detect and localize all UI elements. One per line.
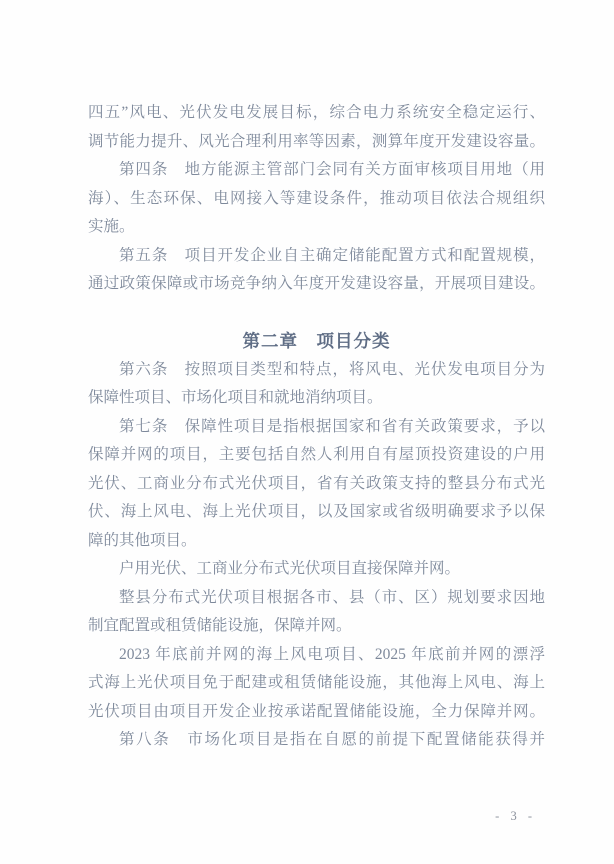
body-line-article-5: 第五条 项目开发企业自主确定储能配置方式和配置规模， — [119, 246, 545, 264]
body-line: 海）、生态环保、电网接入等建设条件，推动项目依法合规组织 — [88, 189, 545, 207]
body-line: 障的其他项目。 — [88, 531, 197, 549]
body-line-article-6: 第六条 按照项目类型和特点，将风电、光伏发电项目分为 — [119, 360, 545, 378]
body-line: 通过政策保障或市场竞争纳入年度开发建设容量，开展项目建设。 — [88, 275, 545, 292]
body-line: 光伏项目由项目开发企业按承诺配置储能设施，全力保障并网。 — [88, 702, 545, 720]
body-line: 保障性项目、市场化项目和就地消纳项目。 — [88, 389, 383, 406]
body-line: 式海上光伏项目免于配建或租赁储能设施，其他海上风电、海上 — [88, 674, 545, 691]
body-line: 光伏、工商业分布式光伏项目，省有关政策支持的整县分布式光 — [88, 474, 545, 492]
document-text-block — [88, 99, 545, 755]
body-line: 2023 年底前并网的海上风电项目、2025 年底前并网的漂浮 — [119, 645, 545, 663]
body-line: 保障并网的项目，主要包括自然人利用自有屋顶投资建设的户用 — [88, 446, 545, 463]
body-line: 制宜配置或租赁储能设施，保障并网。 — [88, 617, 352, 634]
body-line: 户用光伏、工商业分布式光伏项目直接保障并网。 — [119, 560, 461, 577]
chapter-heading: 第二章 项目分类 — [242, 331, 391, 351]
body-line: 四五”风电、光伏发电发展目标，综合电力系统安全稳定运行、 — [88, 104, 545, 121]
body-line: 整县分布式光伏项目根据各市、县（市、区）规划要求因地 — [119, 588, 545, 606]
body-line: 实施。 — [88, 218, 135, 235]
body-line-article-4: 第四条 地方能源主管部门会同有关方面审核项目用地（用 — [119, 161, 545, 178]
body-line: 伏、海上风电、海上光伏项目，以及国家或省级明确要求予以保 — [88, 503, 545, 520]
body-line: 调节能力提升、风光合理利用率等因素，测算年度开发建设容量。 — [88, 132, 545, 150]
body-line-article-8: 第八条 市场化项目是指在自愿的前提下配置储能获得并 — [119, 731, 545, 748]
page-number: - 3 - — [495, 809, 536, 823]
body-line-article-7: 第七条 保障性项目是指根据国家和省有关政策要求，予以 — [119, 417, 545, 435]
